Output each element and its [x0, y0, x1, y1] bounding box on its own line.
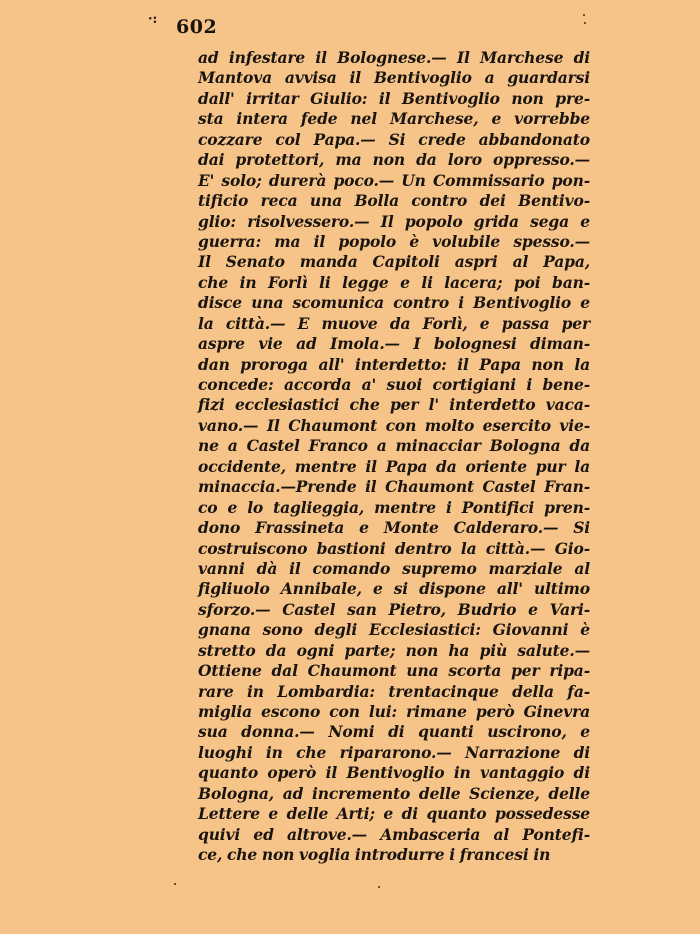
text-line: stretto da ogni parte; non ha più salute.— [198, 640, 590, 660]
text-line: occidente, mentre il Papa da oriente pur la [198, 456, 590, 476]
text-line: tificio reca una Bolla contro dei Bentivo- [198, 191, 590, 211]
text-line: gnana sono degli Ecclesiastici: Giovanni è [198, 620, 590, 640]
text-line: dall' irritar Giulio: il Bentivoglio non pre- [198, 88, 590, 108]
text-line: costruiscono bastioni dentro la città.— Gio- [198, 538, 590, 558]
text-line: guerra: ma il popolo è volubile spesso.— [198, 231, 590, 251]
text-line: dono Frassineta e Monte Calderaro.— Si [198, 518, 590, 538]
text-line: rare in Lombardia: trentacinque della fa- [198, 681, 590, 701]
text-line: cozzare col Papa.— Si crede abbandonato [198, 129, 590, 149]
text-line: Mantova avvisa il Bentivoglio a guardarsi [198, 68, 590, 88]
paper-speck [174, 883, 176, 885]
text-line: sta intera fede nel Marchese, e vorrebbe [198, 109, 590, 129]
paper-speck [584, 22, 586, 24]
paper-speck [378, 886, 380, 888]
text-line: sforzo.— Castel san Pietro, Budrio e Vari- [198, 599, 590, 619]
text-line: sua donna.— Nomi di quanti uscirono, e [198, 722, 590, 742]
text-line: quanto operò il Bentivoglio in vantaggio di [198, 763, 590, 783]
text-line: disce una scomunica contro i Bentivoglio e [198, 293, 590, 313]
text-line: vano.— Il Chaumont con molto esercito vie- [198, 415, 590, 435]
text-line: aspre vie ad Imola.— I bolognesi diman- [198, 334, 590, 354]
text-line: fizi ecclesiastici che per l' interdetto vaca- [198, 395, 590, 415]
text-line: concede: accorda a' suoi cortigiani i bene- [198, 375, 590, 394]
text-line: ce, che non voglia introdurre i francesi in [198, 845, 551, 865]
text-line: la città.— E muove da Forlì, e passa per [198, 313, 590, 333]
text-line: Il Senato manda Capitoli aspri al Papa, [198, 252, 590, 272]
text-line: ne a Castel Franco a minacciar Bologna da [198, 436, 590, 456]
corner-mark: ·: [148, 12, 158, 27]
text-line: vanni dà il comando supremo marziale al [198, 558, 590, 578]
text-line: quivi ed altrove.— Ambasceria al Pontefi- [198, 824, 590, 844]
text-line: luoghi in che ripararono.— Narrazione di [198, 742, 590, 762]
text-line: minaccia.—Prende il Chaumont Castel Fran- [198, 477, 590, 497]
text-line: glio: risolvessero.— Il popolo grida sega e [198, 211, 590, 231]
text-line: E' solo; durerà poco.— Un Commissario pon- [198, 170, 590, 190]
text-line: dan proroga all' interdetto: il Papa non la [198, 354, 590, 374]
text-line: figliuolo Annibale, e si dispone all' ultimo [198, 579, 590, 599]
summary-text [198, 48, 590, 866]
page-number: 602 [176, 16, 218, 38]
text-line: che in Forlì li legge e li lacera; poi ban- [198, 272, 590, 292]
text-line: ad infestare il Bolognese.— Il Marchese di [198, 48, 590, 67]
text-line: Lettere e delle Arti; e di quanto possedesse [198, 804, 590, 824]
text-line: miglia escono con lui: rimane però Ginevra [198, 702, 590, 721]
paper-speck [583, 14, 585, 16]
text-line: co e lo taglieggia, mentre i Pontifici pren- [198, 497, 590, 517]
text-line: Bologna, ad incremento delle Scienze, delle [198, 783, 590, 803]
text-line: dai protettori, ma non da loro oppresso.— [198, 150, 590, 170]
text-line: Ottiene dal Chaumont una scorta per ripa- [198, 661, 590, 681]
